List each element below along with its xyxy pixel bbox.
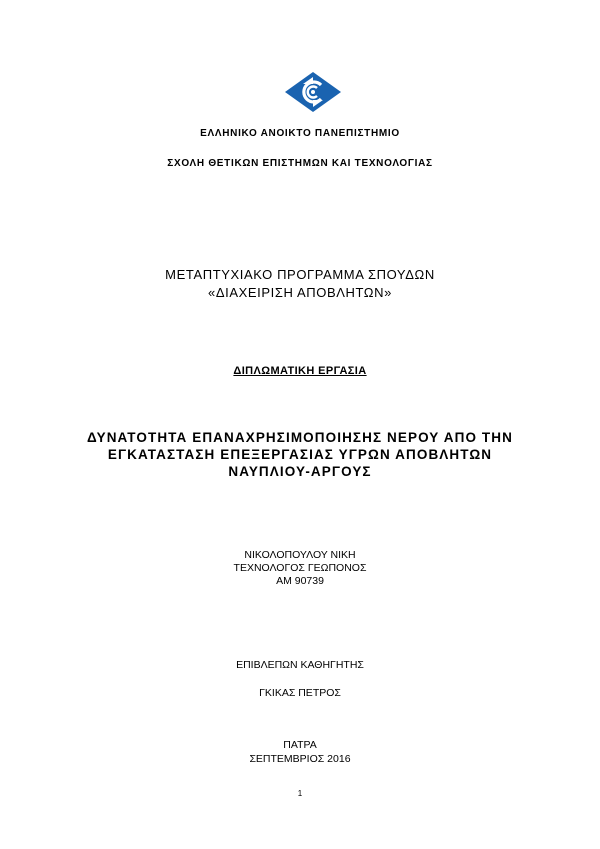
supervisor-label: ΕΠΙΒΛΕΠΩΝ ΚΑΘΗΓΗΤΗΣ (236, 659, 364, 671)
page-number: 1 (297, 789, 303, 798)
school-name: ΣΧΟΛΗ ΘΕΤΙΚΩΝ ΕΠΙΣΤΗΜΩΝ ΚΑΙ ΤΕΧΝΟΛΟΓΙΑΣ (167, 158, 433, 169)
location-city: ΠΑΤΡΑ (283, 739, 317, 751)
university-logo-icon (283, 70, 343, 114)
document-type: ΔΙΠΛΩΜΑΤΙΚΗ ΕΡΓΑΣΙΑ (233, 365, 367, 377)
author-name: ΝΙΚΟΛΟΠΟΥΛΟΥ ΝΙΚΗ (244, 549, 356, 561)
supervisor-name: ΓΚΙΚΑΣ ΠΕΤΡΟΣ (259, 687, 341, 699)
thesis-title-line-1: ΔΥΝΑΤΟΤΗΤΑ ΕΠΑΝΑΧΡΗΣΙΜΟΠΟΙΗΣΗΣ ΝΕΡΟΥ ΑΠΟ ΤΗΝ (87, 430, 513, 445)
thesis-title-line-3: ΝΑΥΠΛΙΟΥ-ΑΡΓΟΥΣ (228, 464, 372, 479)
program-title: ΜΕΤΑΠΤΥΧΙΑΚΟ ΠΡΟΓΡΑΜΜΑ ΣΠΟΥΔΩΝ (165, 267, 435, 282)
author-profession: ΤΕΧΝΟΛΟΓΟΣ ΓΕΩΠΟΝΟΣ (233, 562, 367, 574)
submission-date: ΣΕΠΤΕΜΒΡΙΟΣ 2016 (249, 753, 351, 765)
thesis-title-line-2: ΕΓΚΑΤΑΣΤΑΣΗ ΕΠΕΞΕΡΓΑΣΙΑΣ ΥΓΡΩΝ ΑΠΟΒΛΗΤΩΝ (107, 447, 493, 462)
program-subtitle: «ΔΙΑΧΕΙΡΙΣΗ ΑΠΟΒΛΗΤΩΝ» (208, 285, 392, 300)
university-name: ΕΛΛΗΝΙΚΟ ΑΝΟΙΚΤΟ ΠΑΝΕΠΙΣΤΗΜΙΟ (200, 128, 400, 139)
author-student-id: ΑΜ 90739 (276, 575, 324, 587)
